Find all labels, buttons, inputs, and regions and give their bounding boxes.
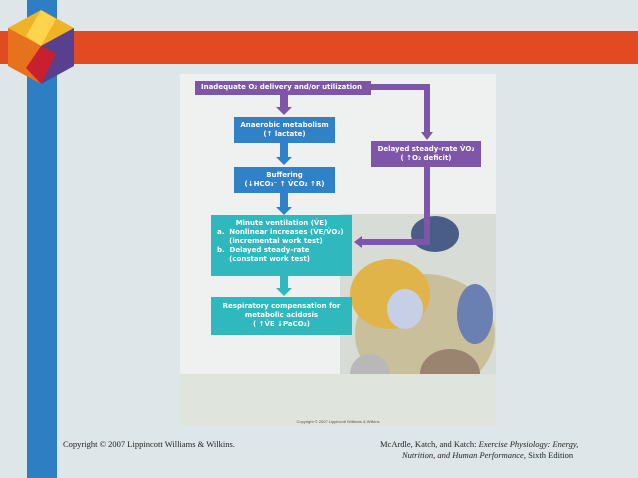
arrow-top-to-anaerobic bbox=[276, 95, 292, 115]
citation-edition: Sixth Edition bbox=[525, 450, 574, 460]
top-accent-bar bbox=[0, 31, 638, 64]
box-minute-ventilation: Minute ventilation (V̇E) a. Nonlinear increases (V̇E/V̇O₂) (incremental work test) b. Delayed steady-rate (constant work test) bbox=[211, 215, 352, 276]
footer-citation bbox=[380, 439, 602, 461]
box-delayed-steady-rate-vo2: Delayed steady-rate V̇O₂ ( ↑O₂ deficit) bbox=[371, 141, 481, 167]
arrow-delayed-to-ventilation bbox=[360, 167, 427, 242]
arrow-buffering-to-ventilation bbox=[276, 193, 292, 215]
footer-copyright: Copyright © 2007 Lippincott Williams & Wilkins. bbox=[63, 439, 235, 449]
box-anaerobic-metabolism: Anaerobic metabolism (↑ lactate) bbox=[234, 117, 335, 143]
citation-title-2: Nutrition, and Human Performance, bbox=[402, 450, 526, 460]
box-buffering: Buffering (↓HCO₃⁻ ↑ V̇CO₂ ↑R) bbox=[234, 167, 335, 193]
box-respiratory-compensation: Respiratory compensation for metabolic acidosis ( ↑V̇E ↓PaCO₂) bbox=[211, 297, 352, 335]
citation-authors: McArdle, Katch, and Katch: bbox=[380, 439, 479, 449]
cube-logo-icon bbox=[6, 8, 76, 86]
arrow-ventilation-to-respiratory bbox=[276, 276, 292, 296]
arrow-top-to-delayed bbox=[370, 87, 427, 134]
arrow-anaerobic-to-buffering bbox=[276, 143, 292, 165]
panel-copyright: Copyright © 2007 Lippincott Williams & Wilkins bbox=[296, 419, 380, 424]
citation-title-1: Exercise Physiology: Energy, bbox=[478, 439, 579, 449]
figure-panel bbox=[180, 74, 496, 426]
box-inadequate-o2: Inadequate O₂ delivery and/or utilization bbox=[195, 81, 371, 95]
